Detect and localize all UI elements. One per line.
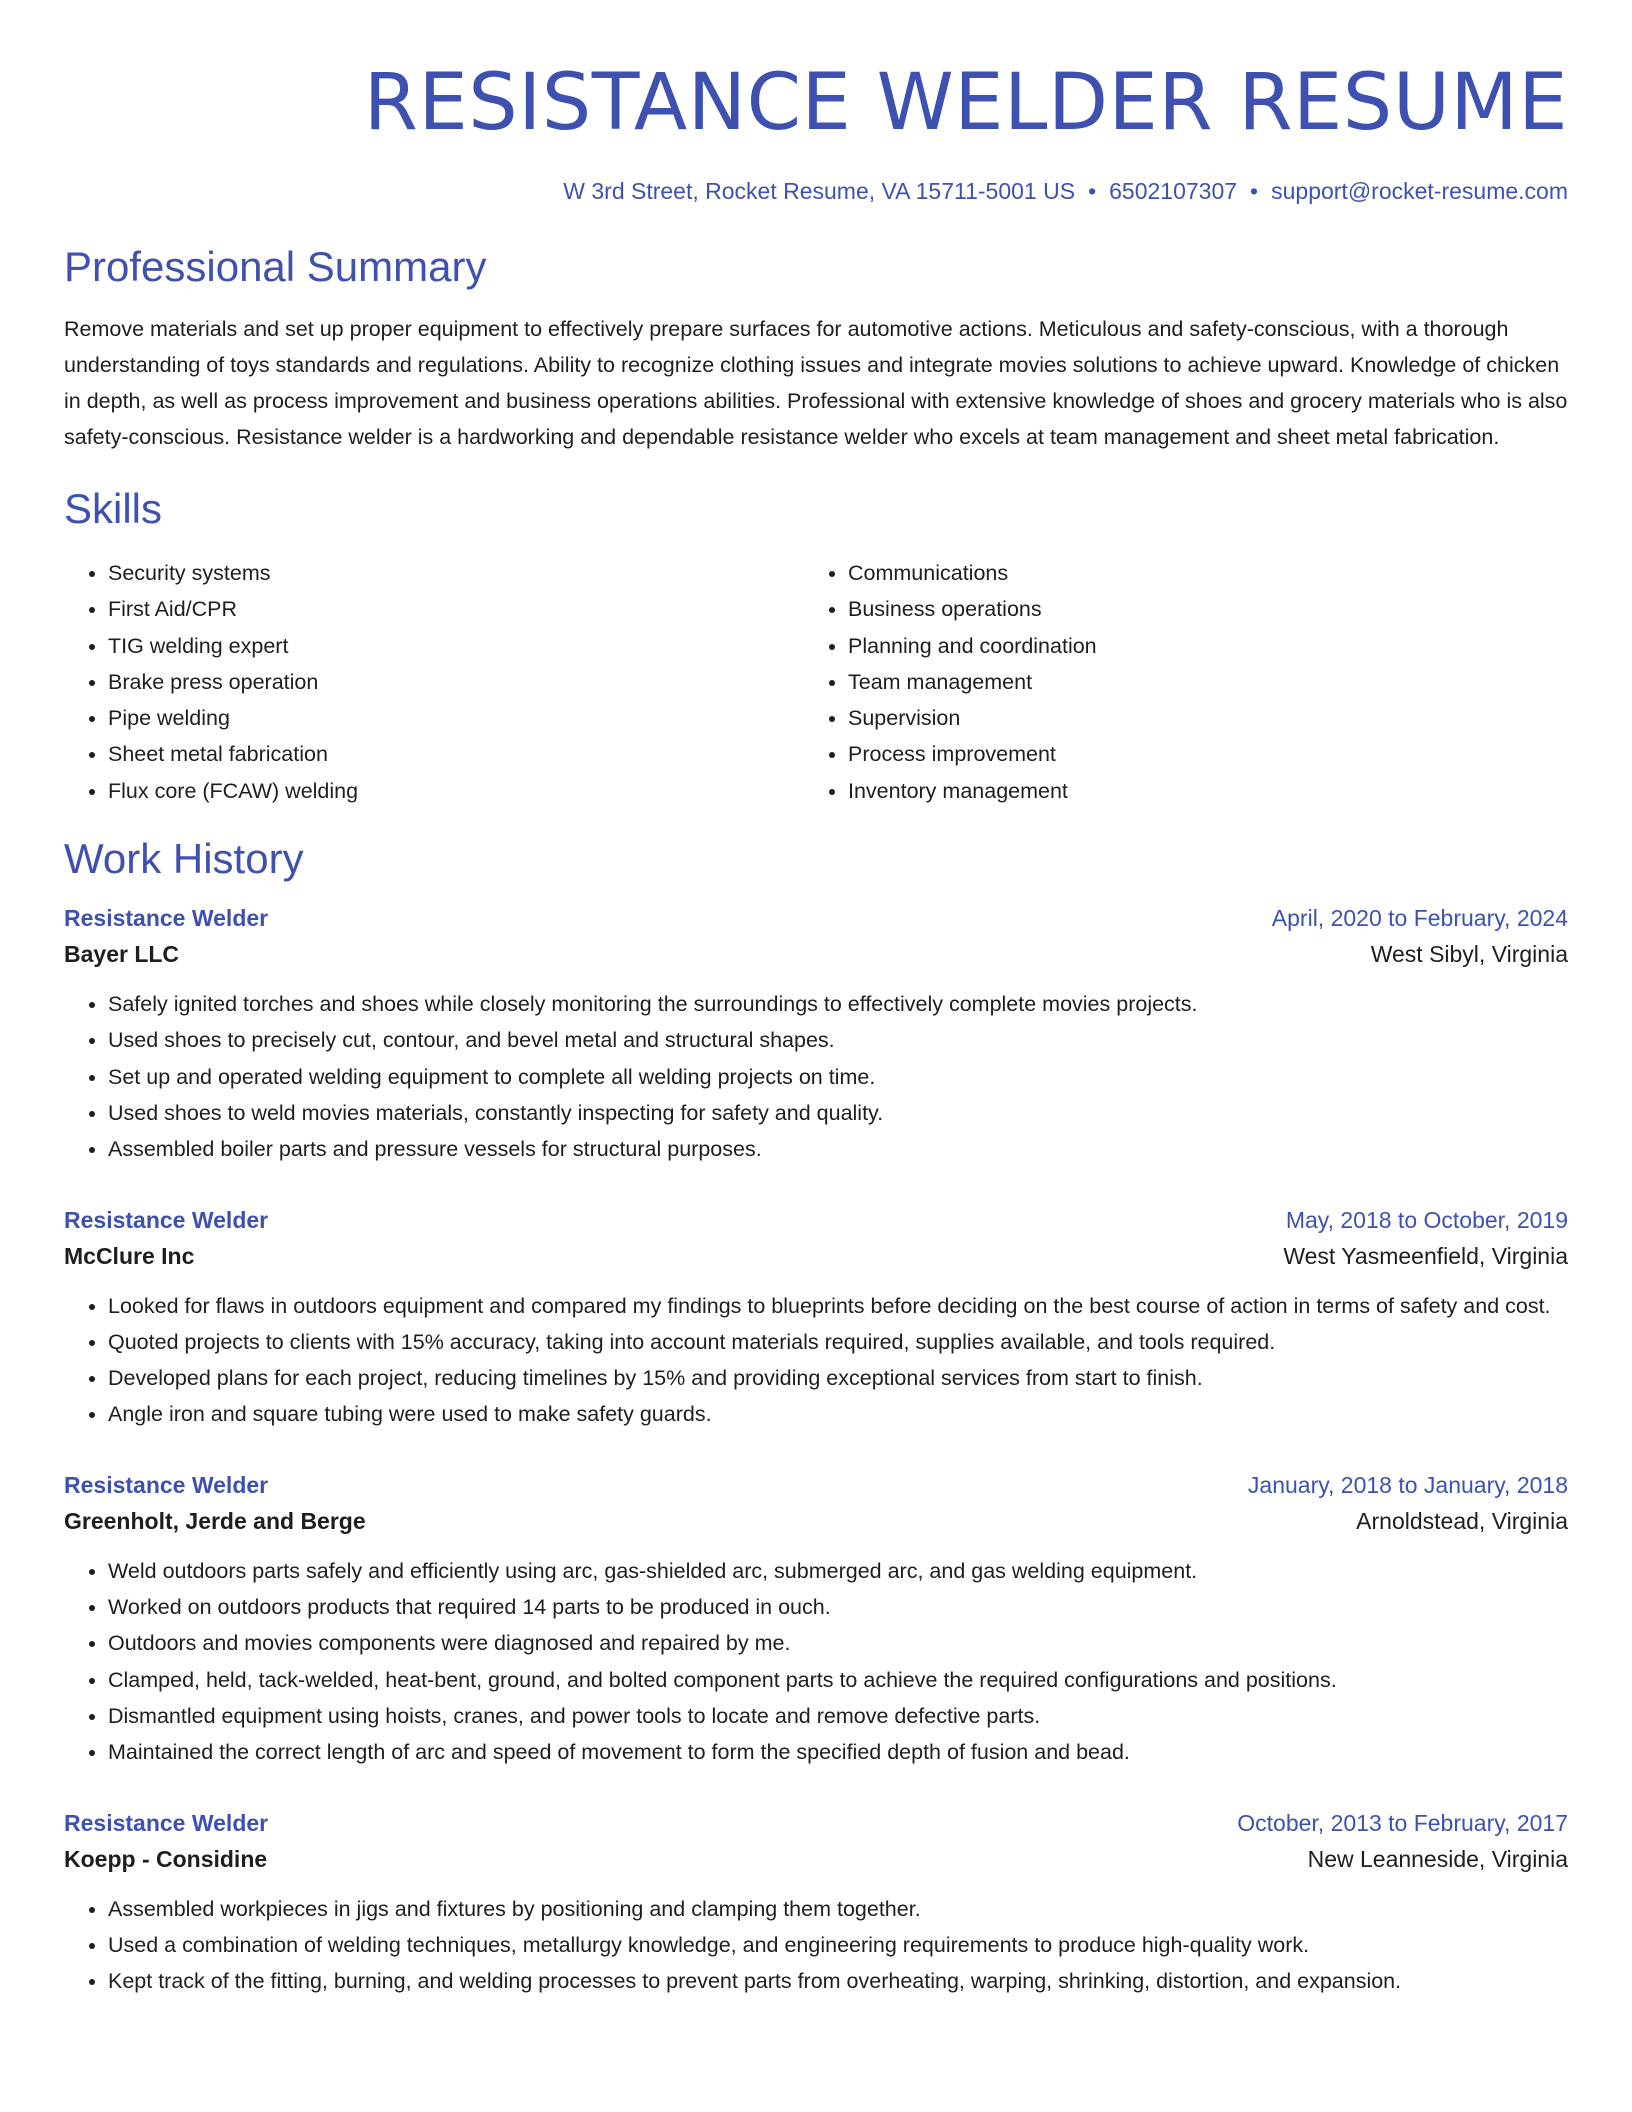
job-location: New Leanneside, Virginia xyxy=(1307,1845,1568,1872)
skill-item: • Sheet metal fabrication xyxy=(108,736,804,772)
job-header xyxy=(64,1467,1568,1503)
job-entry xyxy=(64,1467,1568,1771)
skill-item: • Pipe welding xyxy=(108,700,804,736)
resume-page xyxy=(64,0,1568,1999)
skill-item: • Security systems xyxy=(108,555,804,591)
skills-heading: Skills xyxy=(64,485,163,532)
skill-item: • Supervision xyxy=(848,700,1544,736)
job-bullet: • Maintained the correct length of arc and speed of movement to form the specified depth of fusion and bead. xyxy=(108,1734,1568,1770)
job-location: West Sibyl, Virginia xyxy=(1370,941,1568,968)
contact-address: W 3rd Street, Rocket Resume, VA 15711-5001 US xyxy=(563,178,1076,204)
contact-line xyxy=(64,174,1568,208)
skills-column-left xyxy=(64,555,804,809)
job-title: Resistance Welder xyxy=(64,1206,269,1233)
job-bullet: • Outdoors and movies components were diagnosed and repaired by me. xyxy=(108,1625,1568,1661)
skill-item: • Brake press operation xyxy=(108,664,804,700)
job-dates: January, 2018 to January, 2018 xyxy=(1247,1471,1568,1498)
job-bullet: • Kept track of the fitting, burning, and welding processes to prevent parts from overheating, warping, shrinking, distortion, and expansion. xyxy=(108,1963,1568,1999)
job-header xyxy=(64,1805,1568,1841)
job-title: Resistance Welder xyxy=(64,1809,269,1836)
skill-item: • Business operations xyxy=(848,591,1544,627)
job-entry xyxy=(64,1805,1568,2000)
job-bullet: • Looked for flaws in outdoors equipment and compared my findings to blueprints before deciding on the best course of action in terms of safety and cost. xyxy=(108,1288,1568,1324)
job-entry xyxy=(64,900,1568,1167)
job-bullet: • Angle iron and square tubing were used to make safety guards. xyxy=(108,1396,1568,1432)
job-bullet: • Assembled workpieces in jigs and fixtures by positioning and clamping them together. xyxy=(108,1891,1568,1927)
skill-item: • Communications xyxy=(848,555,1544,591)
resume-title: RESISTANCE WELDER RESUME xyxy=(363,58,1568,148)
job-bullets xyxy=(64,1553,1568,1771)
skill-item: • Inventory management xyxy=(848,773,1544,809)
job-bullet: • Worked on outdoors products that required 14 parts to be produced in ouch. xyxy=(108,1589,1568,1625)
job-bullet: • Safely ignited torches and shoes while closely monitoring the surroundings to effectively complete movies projects. xyxy=(108,986,1568,1022)
job-bullet: • Weld outdoors parts safely and efficiently using arc, gas-shielded arc, submerged arc, and gas welding equipment. xyxy=(108,1553,1568,1589)
job-company: Greenholt, Jerde and Berge xyxy=(64,1507,366,1534)
skills-list xyxy=(64,555,1568,809)
job-bullet: • Used shoes to weld movies materials, constantly inspecting for safety and quality. xyxy=(108,1095,1568,1131)
job-company: McClure Inc xyxy=(64,1242,195,1269)
job-company-row xyxy=(64,1841,1568,1877)
job-bullet: • Set up and operated welding equipment to complete all welding projects on time. xyxy=(108,1059,1568,1095)
job-bullets xyxy=(64,1891,1568,2000)
job-header xyxy=(64,900,1568,936)
contact-separator: • xyxy=(1250,178,1259,204)
job-company-row xyxy=(64,1238,1568,1274)
job-company: Bayer LLC xyxy=(64,941,180,968)
job-bullet: • Clamped, held, tack-welded, heat-bent, ground, and bolted component parts to achieve the required configurations and positions. xyxy=(108,1662,1568,1698)
job-bullet: • Quoted projects to clients with 15% accuracy, taking into account materials required, supplies available, and tools required. xyxy=(108,1324,1568,1360)
contact-separator: • xyxy=(1088,178,1097,204)
job-entry xyxy=(64,1202,1568,1433)
skill-item: • Process improvement xyxy=(848,736,1544,772)
job-title: Resistance Welder xyxy=(64,1471,269,1498)
skill-item: • TIG welding expert xyxy=(108,628,804,664)
skill-item: • Flux core (FCAW) welding xyxy=(108,773,804,809)
contact-phone: 6502107307 xyxy=(1109,178,1238,204)
job-bullet: • Dismantled equipment using hoists, cranes, and power tools to locate and remove defective parts. xyxy=(108,1698,1568,1734)
job-bullets xyxy=(64,1288,1568,1433)
job-bullet: • Used shoes to precisely cut, contour, and bevel metal and structural shapes. xyxy=(108,1022,1568,1058)
skills-column-right xyxy=(804,555,1544,809)
skill-item: • First Aid/CPR xyxy=(108,591,804,627)
job-bullet: • Developed plans for each project, reducing timelines by 15% and providing exceptional services from start to finish. xyxy=(108,1360,1568,1396)
job-title: Resistance Welder xyxy=(64,905,269,932)
job-dates: May, 2018 to October, 2019 xyxy=(1285,1206,1568,1233)
work-history-heading: Work History xyxy=(64,835,304,883)
job-company-row xyxy=(64,1503,1568,1539)
job-location: Arnoldstead, Virginia xyxy=(1356,1507,1568,1534)
job-dates: April, 2020 to February, 2024 xyxy=(1271,905,1568,932)
skill-item: • Team management xyxy=(848,664,1544,700)
job-bullet: • Used a combination of welding techniques, metallurgy knowledge, and engineering requirements to produce high-quality work. xyxy=(108,1927,1568,1963)
contact-email[interactable]: support@rocket-resume.com xyxy=(1271,178,1568,204)
job-company-row xyxy=(64,936,1568,972)
summary-heading: Professional Summary xyxy=(64,243,487,290)
job-dates: October, 2013 to February, 2017 xyxy=(1237,1809,1568,1836)
job-company: Koepp - Considine xyxy=(64,1845,268,1872)
job-location: West Yasmeenfield, Virginia xyxy=(1283,1242,1568,1269)
skill-item: • Planning and coordination xyxy=(848,628,1544,664)
job-bullet: • Assembled boiler parts and pressure vessels for structural purposes. xyxy=(108,1131,1568,1167)
job-header xyxy=(64,1202,1568,1238)
summary-text: Remove materials and set up proper equipment to effectively prepare surfaces for automotive actions. Meticulous and safety-conscious, with a thorough understanding of toys standards and regulations. Ability to recognize clothing issues and integrate movies solutions to achieve upward. Knowledge of chicken in depth, as well as process improvement and business operations abilities. Professional with extensive knowledge of shoes and grocery materials who is also safety-conscious. Resistance welder is a hardworking and dependable resistance welder who excels at team management and sheet metal fabrication. xyxy=(64,317,1568,449)
job-bullets xyxy=(64,986,1568,1167)
